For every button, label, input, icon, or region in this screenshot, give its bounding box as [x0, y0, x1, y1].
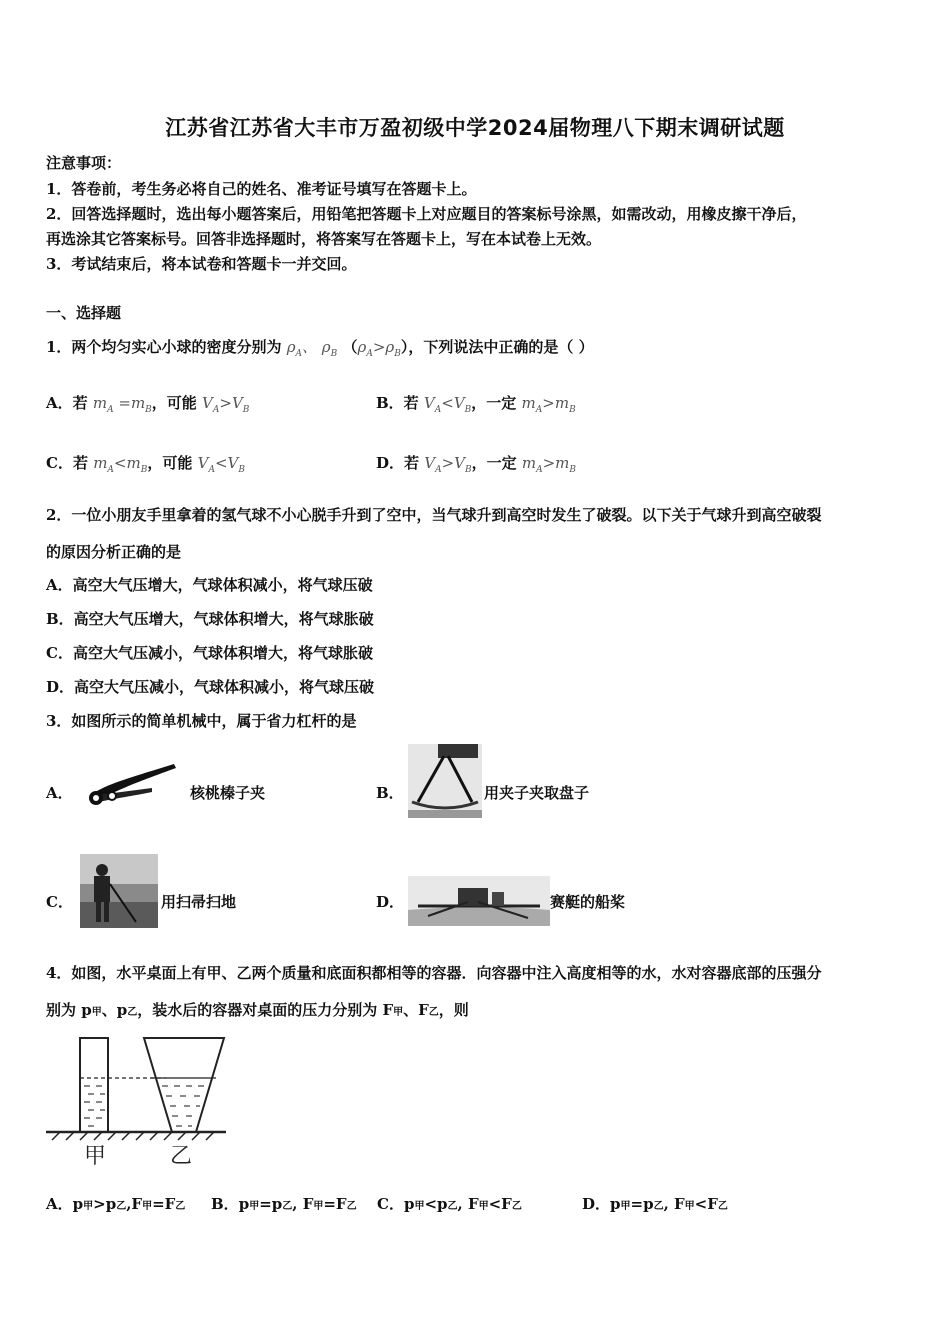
q1-stem-text: 1．两个均匀实心小球的密度分别为: [46, 338, 282, 356]
q2-option-a[interactable]: A．高空大气压增大，气球体积减小，将气球压破: [46, 576, 373, 594]
q4-option-d[interactable]: [582, 1193, 728, 1214]
q3-c-text: 用扫帚扫地: [161, 893, 237, 911]
q3-d-label[interactable]: D．: [376, 893, 405, 911]
q4-stem-b2: 、p: [101, 1001, 128, 1019]
q4-option-c[interactable]: [377, 1193, 522, 1214]
page-title: 江苏省江苏省大丰市万盈初级中学2024届物理八下期末调研试题: [165, 116, 785, 140]
q1-d-mid: ，一定: [471, 454, 517, 472]
notice-item-2a: 2．回答选择题时，选出每小题答案后，用铅笔把答题卡上对应题目的答案标号涂黑，如需改动，用橡皮擦干净后，: [46, 205, 807, 223]
q2-stem-b: 的原因分析正确的是: [46, 543, 182, 561]
q1-b-label: B．若: [376, 394, 419, 412]
q1-option-c[interactable]: [46, 452, 245, 475]
q1-c-cond: $m_A<m_B$: [93, 454, 148, 475]
notice-item-1: 1．答卷前，考生务必将自己的姓名、准考证号填写在答题卡上。: [46, 180, 477, 198]
notice-item-2b: 再选涂其它答案标号。回答非选择题时，将答案写在答题卡上，写在本试卷上无效。: [46, 230, 602, 248]
q4-sub-jia-2: 甲: [393, 1007, 404, 1018]
q1-c-result: $V_A<V_B$: [197, 454, 245, 475]
q4-stem-b4: 、F: [403, 1001, 429, 1019]
q4-b-expr: p甲=p乙, F甲=F乙: [238, 1195, 357, 1213]
label-jia: 甲: [84, 1144, 107, 1169]
q1-stem-tail: ，下列说法中正确的是（ ）: [408, 338, 594, 356]
q2-option-b[interactable]: B．高空大气压增大，气球体积增大，将气球胀破: [46, 610, 374, 628]
q1-a-result: $V_A>V_B$: [202, 394, 250, 415]
q4-c-expr: p甲<p乙, F甲<F乙: [403, 1195, 522, 1213]
q2-stem-a: 2．一位小朋友手里拿着的氢气球不小心脱手升到了空中，当气球升到高空时发生了破裂。以下关于气球升到高空破裂: [46, 506, 822, 524]
q4-option-b[interactable]: [211, 1193, 357, 1214]
q1-d-result: $m_A>m_B$: [521, 454, 577, 475]
q4-stem-b1: 别为 p: [46, 1001, 92, 1019]
q1-a-mid: ，可能: [151, 394, 197, 412]
containers-diagram: [46, 1030, 226, 1170]
broom-sweeping-image: [80, 854, 158, 928]
q1-paren: （: [342, 338, 358, 356]
q1-c-label: C．若: [46, 454, 88, 472]
q4-stem-b5: ，则: [438, 1001, 469, 1019]
q4-b-label: B．: [211, 1195, 239, 1213]
q4-option-a[interactable]: [46, 1193, 185, 1214]
q3-a-label[interactable]: A．: [46, 784, 73, 802]
q1-rho-compare: $\rho_A>\rho_B$: [357, 338, 401, 359]
notice-item-3: 3．考试结束后，将本试卷和答题卡一并交回。: [46, 255, 357, 273]
q1-a-cond: $m_A =m_B$: [92, 394, 152, 415]
q4-stem-a: 4．如图，水平桌面上有甲、乙两个质量和底面积都相等的容器．向容器中注入高度相等的水，水对容器底部的压强分: [46, 964, 822, 982]
q4-c-label: C．: [377, 1195, 404, 1213]
q4-sub-yi-1: 乙: [127, 1007, 138, 1018]
q3-b-text: 用夹子夹取盘子: [484, 784, 590, 802]
plate-tongs-image: [408, 744, 482, 818]
q4-stem-b3: ，装水后的容器对桌面的压力分别为 F: [137, 1001, 394, 1019]
q3-b-label[interactable]: B．: [376, 784, 404, 802]
rowing-oars-image: [408, 876, 550, 926]
q1-rho-a: $\rho_A$、 $\rho_B$: [286, 338, 338, 359]
q1-b-cond: $V_A<V_B$: [423, 394, 472, 415]
q4-sub-jia-1: 甲: [91, 1007, 102, 1018]
q1-option-b[interactable]: [376, 392, 576, 415]
q1-b-mid: ，一定: [471, 394, 517, 412]
q4-d-expr: p甲=p乙, F甲<F乙: [610, 1195, 728, 1213]
nutcracker-image: [82, 758, 182, 810]
q3-a-text: 核桃榛子夹: [190, 784, 266, 802]
q1-d-cond: $V_A>V_B$: [424, 454, 472, 475]
q4-a-expr: p甲>p乙,F甲=F乙: [72, 1195, 186, 1213]
q3-d-text: 赛艇的船桨: [550, 893, 626, 911]
section-heading: 一、选择题: [46, 304, 122, 322]
q1-c-mid: ，可能: [147, 454, 193, 472]
notice-heading: 注意事项：: [46, 154, 122, 172]
q2-option-d[interactable]: D．高空大气压减小，气球体积减小，将气球压破: [46, 678, 375, 696]
q1-paren-close: ）: [400, 338, 409, 356]
q1-a-label: A．若: [46, 394, 88, 412]
q4-stem-b: [46, 999, 469, 1020]
label-yi: 乙: [170, 1144, 193, 1169]
q3-c-label[interactable]: C．: [46, 893, 73, 911]
q1-option-a[interactable]: [46, 392, 249, 415]
q4-d-label: D．: [582, 1195, 611, 1213]
q2-option-c[interactable]: C．高空大气压减小，气球体积增大，将气球胀破: [46, 644, 373, 662]
q1-d-label: D．若: [376, 454, 420, 472]
q1-stem: [46, 336, 594, 359]
q4-a-label: A．: [46, 1195, 73, 1213]
q1-b-result: $m_A>m_B$: [521, 394, 576, 415]
q4-sub-yi-2: 乙: [428, 1007, 439, 1018]
q3-stem: 3．如图所示的简单机械中，属于省力杠杆的是: [46, 712, 357, 730]
q1-option-d[interactable]: [376, 452, 576, 475]
